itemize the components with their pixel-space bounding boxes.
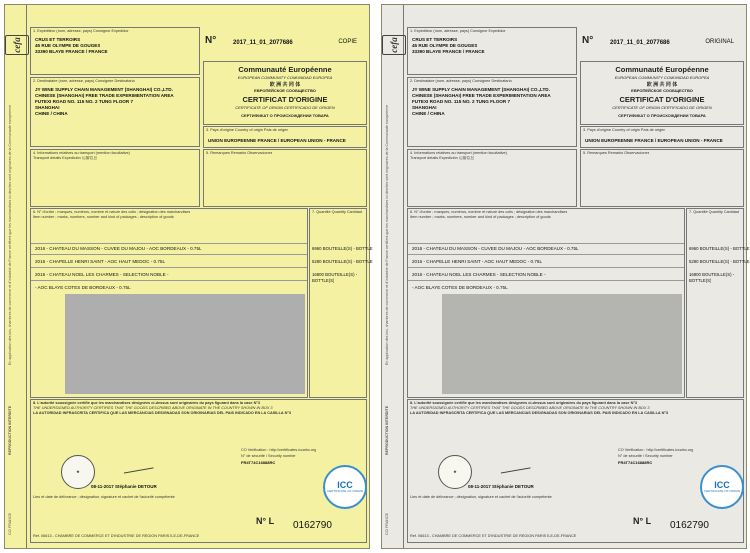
- certify-label: 8. L'autorité soussignée certifie que les marchandises désignées ci-dessus sont originaires du pays figurant dans la case N°3: [33, 401, 260, 405]
- security-number: FR4T74C16888RC: [241, 460, 276, 465]
- copy-type-label: ORIGINAL: [705, 39, 734, 45]
- goods-label: 6. N° d'ordre ; marques, numéros, nombre et nature des colis ; désignation des marchandises: [33, 210, 191, 214]
- community-subtitle: EUROPEAN COMMUNITY COMUNIDAD EUROPEA: [237, 75, 333, 80]
- place-date-label: Lieu et date de délivrance ; désignation, signature et cachet de l'autorité compétente: [410, 495, 552, 499]
- icc-certificate-logo: [700, 465, 744, 509]
- exporter-box: [30, 27, 200, 75]
- chamber-seal: [61, 455, 95, 489]
- quantity-value: BOTTLE(S): [312, 278, 335, 283]
- certification-box: [30, 399, 367, 543]
- quantity-value: BOTTLE(S): [689, 278, 712, 283]
- quantity-box: [309, 208, 373, 398]
- goods-item: 2016 - CHATEAU DU MASSON - CUVEE DU MAJOU - AOC BORDEAUX - 0.75L: [35, 246, 202, 251]
- consignee-label: 2. Destinataire (nom, adresse, pays) Consignee Destinatario: [33, 79, 135, 83]
- community-russian: ЕВРОПЕЙСКОЕ СООБЩЕСТВО: [631, 88, 693, 93]
- consignee-line: FUTEXI ROAD NO. 115 NO. 2 TUNG FLOOR 7: [35, 99, 134, 104]
- quantity-value: 5280 BOUTEILLE(S) - BOTTLE: [689, 259, 750, 264]
- certificate-subtitle: CERTIFICATE OF ORIGIN CERTIFICADO DE ORIGEN: [235, 105, 335, 110]
- goods-divider: [408, 254, 684, 255]
- consignee-box: [407, 77, 577, 147]
- goods-label: 6. N° d'ordre ; marques, numéros, nombre et nature des colis ; désignation des marchandises: [410, 210, 568, 214]
- goods-box: [30, 208, 308, 398]
- goods-divider: [408, 243, 684, 244]
- seal-icon: ✺: [76, 470, 80, 474]
- community-chinese: 欧 洲 共 同 体: [646, 82, 678, 88]
- origin-box: [580, 126, 744, 148]
- consignee-line: SHANGHAI: [35, 105, 60, 110]
- remarks-label: 5. Remarques Remarks Observaciones: [206, 151, 273, 155]
- number-label: N°: [582, 35, 594, 46]
- goods-divider: [31, 267, 307, 268]
- consignee-line: JY WINE SUPPLY CHAIN MANAGEMENT (SHANGHAI) CO.,LTD.: [35, 87, 173, 92]
- consignee-line: CHINESE (SHANGHAI) FREE TRADE EXPERIMENTATION AREA: [412, 93, 551, 98]
- exporter-label: 1. Expéditeur (nom, adresse, pays) Consignor Expedidor: [410, 29, 506, 33]
- quantity-label: 7. Quantité Quantity Cantidad: [312, 210, 363, 214]
- icc-logo-text: ICC: [337, 480, 353, 491]
- goods-sublabel: Item number ; marks, numbers, number and kind of packages ; description of goods: [410, 215, 551, 219]
- consignee-line: SHANGHAI: [412, 105, 437, 110]
- certification-box: [407, 399, 744, 543]
- goods-item: 2016 - CHAPELLE HENRI SAINT - AOC HAUT MEDOC - 0.75L: [412, 259, 543, 264]
- copy-type-label: COPIE: [338, 39, 357, 45]
- community-subtitle: EUROPEAN COMMUNITY COMUNIDAD EUROPEA: [614, 75, 710, 80]
- certify-english: THE UNDERSIGNED AUTHORITY CERTIFIES THAT THE GOODS DESCRIBED ABOVE ORIGINATE IN THE COUNTRY SHOWN IN BOX 3: [410, 406, 650, 410]
- icc-logo-subtext: CERTIFICATE OF ORIGIN: [704, 489, 740, 494]
- quantity-label: 7. Quantité Quantity Cantidad: [689, 210, 740, 214]
- certify-spanish: LA AUTORIDAD INFRASCRITA CERTIFICA QUE LAS MERCANCIAS DESIGNADAS SON ORIGINARIAS DEL PAIS INDICADO EN LA CASILLA N°3: [410, 411, 668, 415]
- consignee-line: CHINE / CHINA: [35, 111, 68, 116]
- origin-value: UNION EUROPEENNE FRANCE / EUROPEAN UNION - FRANCE: [208, 138, 346, 143]
- goods-item: - AOC BLAYE COTES DE BORDEAUX - 0.75L: [35, 285, 131, 290]
- goods-divider: [408, 267, 684, 268]
- transport-sublabel: Transport details Expedición 运输信息: [33, 156, 98, 160]
- exporter-line: CRUS ET TERROIRS: [35, 37, 81, 42]
- certificate-russian: СЕРТИФИКАТ О ПРОИСХОЖДЕНИИ ТОВАРА: [241, 113, 329, 118]
- signature: [499, 459, 530, 473]
- goods-item: 2016 - CHATEAU NOEL LES CHARMES - SELECTION NOBLE -: [35, 272, 169, 277]
- consignee-line: JY WINE SUPPLY CHAIN MANAGEMENT (SHANGHAI) CO.,LTD.: [412, 87, 550, 92]
- signed-date: 08-11-2017 Stéphanie DETOUR: [468, 484, 534, 489]
- security-number: FR4T74C16888RC: [618, 460, 653, 465]
- exporter-box: [407, 27, 577, 75]
- chamber-reference: Ref. 06613 - CHAMBRE DE COMMERCE ET D'INDUSTRIE DE RÉGION PARIS ÎLE-DE-FRANCE: [410, 534, 577, 538]
- sidebar-footer-text: CCI FRANCE: [385, 513, 389, 535]
- serial-prefix: N° L: [256, 516, 275, 526]
- certificate-subtitle: CERTIFICATE OF ORIGIN CERTIFICADO DE ORIGEN: [612, 105, 712, 110]
- chamber-seal: [438, 455, 472, 489]
- exporter-line: 33390 BLAYE FRANCE / FRANCE: [35, 49, 108, 54]
- goods-item: 2016 - CHATEAU DU MASSON - CUVEE DU MAJOU - AOC BORDEAUX - 0.75L: [412, 246, 579, 251]
- exporter-line: CRUS ET TERROIRS: [412, 37, 458, 42]
- community-title: Communauté Européenne: [615, 65, 709, 74]
- remarks-label: 5. Remarques Remarks Observaciones: [583, 151, 650, 155]
- certificate-title-block: [580, 61, 744, 125]
- number-label: N°: [205, 35, 217, 46]
- consignee-box: [30, 77, 200, 147]
- certificate-original-page: [381, 4, 750, 549]
- certify-english: THE UNDERSIGNED AUTHORITY CERTIFIES THAT THE GOODS DESCRIBED ABOVE ORIGINATE IN THE COUNTRY SHOWN IN BOX 3: [33, 406, 273, 410]
- remarks-box: [203, 149, 367, 207]
- consignee-label: 2. Destinataire (nom, adresse, pays) Consignee Destinatario: [410, 79, 512, 83]
- goods-item: 2016 - CHATEAU NOEL LES CHARMES - SELECTION NOBLE -: [412, 272, 546, 277]
- quantity-value: 5280 BOUTEILLE(S) - BOTTLE: [312, 259, 373, 264]
- goods-item: 2016 - CHAPELLE HENRI SAINT - AOC HAUT MEDOC - 0.75L: [35, 259, 166, 264]
- certify-spanish: LA AUTORIDAD INFRASCRITA CERTIFICA QUE LAS MERCANCIAS DESIGNADAS SON ORIGINARIAS DEL PAIS INDICADO EN LA CASILLA N°3: [33, 411, 291, 415]
- sidebar-footer-text: CCI FRANCE: [8, 513, 12, 535]
- transport-box: [407, 149, 577, 207]
- goods-divider: [31, 243, 307, 244]
- sidebar-reproduction-text: REPRODUCTION INTERDITE: [385, 405, 389, 455]
- redacted-area: [442, 294, 682, 394]
- quantity-value: 6960 BOUTEILLE(S) - BOTTLE: [689, 246, 750, 251]
- sidebar-legal-text: En application des lois, chambres de commerce et d'industrie de France certifient que les marchandises ici decrites sont originaires de la Communaute europeenne: [8, 104, 12, 365]
- exporter-label: 1. Expéditeur (nom, adresse, pays) Consignor Expedidor: [33, 29, 129, 33]
- goods-divider: [31, 280, 307, 281]
- consignee-line: CHINESE (SHANGHAI) FREE TRADE EXPERIMENTATION AREA: [35, 93, 174, 98]
- certificate-title-block: [203, 61, 367, 125]
- community-chinese: 欧 洲 共 同 体: [269, 82, 301, 88]
- signed-date: 08-11-2017 Stéphanie DETOUR: [91, 484, 157, 489]
- transport-sublabel: Transport details Expedición 运输信息: [410, 156, 475, 160]
- certificate-number: 2017_11_01_2077686: [233, 40, 293, 46]
- icc-logo-subtext: CERTIFICATE OF ORIGIN: [327, 489, 363, 494]
- certificate-body: [404, 5, 750, 548]
- signature: [122, 459, 153, 473]
- community-title: Communauté Européenne: [238, 65, 332, 74]
- remarks-box: [580, 149, 744, 207]
- certificate-sidebar: [382, 5, 404, 548]
- quantity-value: 16800 BOUTEILLE(S) -: [312, 272, 358, 277]
- goods-divider: [408, 280, 684, 281]
- security-label: N° de sécurité / Security number: [618, 454, 673, 458]
- serial-prefix: N° L: [633, 516, 652, 526]
- sidebar-reproduction-text: REPRODUCTION INTERDITE: [8, 405, 12, 455]
- origin-value: UNION EUROPEENNE FRANCE / EUROPEAN UNION - FRANCE: [585, 138, 723, 143]
- certificate-number: 2017_11_01_2077686: [610, 40, 670, 46]
- icc-certificate-logo: [323, 465, 367, 509]
- certificate-russian: СЕРТИФИКАТ О ПРОИСХОЖДЕНИИ ТОВАРА: [618, 113, 706, 118]
- origin-label: 3. Pays d'origine Country of origin País de origen: [206, 128, 289, 132]
- community-russian: ЕВРОПЕЙСКОЕ СООБЩЕСТВО: [254, 88, 316, 93]
- certify-label: 8. L'autorité soussignée certifie que les marchandises désignées ci-dessus sont originaires du pays figurant dans la case N°3: [410, 401, 637, 405]
- exporter-line: 33390 BLAYE FRANCE / FRANCE: [412, 49, 485, 54]
- certificate-sidebar: [5, 5, 27, 548]
- verification-label: CO Verification : http://certificates.iccwbo.org: [618, 448, 694, 452]
- consignee-line: FUTEXI ROAD NO. 115 NO. 2 TUNG FLOOR 7: [412, 99, 511, 104]
- certificate-title: CERTIFICAT D'ORIGINE: [242, 95, 328, 104]
- transport-label: 4. Informations relatives au transport (mention facultative): [33, 151, 130, 155]
- seal-icon: ✺: [453, 470, 457, 474]
- origin-box: [203, 126, 367, 148]
- verification-label: CO Verification : http://certificates.iccwbo.org: [241, 448, 317, 452]
- goods-box: [407, 208, 685, 398]
- exporter-line: 45 RUE OLYMPE DE GOUGES: [412, 43, 478, 48]
- goods-sublabel: Item number ; marks, numbers, number and kind of packages ; description of goods: [33, 215, 174, 219]
- quantity-value: 6960 BOUTEILLE(S) - BOTTLE: [312, 246, 373, 251]
- quantity-value: 16800 BOUTEILLE(S) -: [689, 272, 735, 277]
- serial-number: 0162790: [670, 520, 709, 531]
- cefa-logo: cefa: [382, 35, 406, 55]
- certificate-title: CERTIFICAT D'ORIGINE: [619, 95, 705, 104]
- security-label: N° de sécurité / Security number: [241, 454, 296, 458]
- transport-label: 4. Informations relatives au transport (mention facultative): [410, 151, 507, 155]
- redacted-area: [65, 294, 305, 394]
- place-date-label: Lieu et date de délivrance ; désignation, signature et cachet de l'autorité compétente: [33, 495, 175, 499]
- sidebar-legal-text: En application des lois, chambres de commerce et d'industrie de France certifient que les marchandises ici decrites sont originaires de la Communaute europeenne: [385, 104, 389, 365]
- chamber-reference: Ref. 06613 - CHAMBRE DE COMMERCE ET D'INDUSTRIE DE RÉGION PARIS ÎLE-DE-FRANCE: [33, 534, 200, 538]
- goods-item: - AOC BLAYE COTES DE BORDEAUX - 0.75L: [412, 285, 508, 290]
- quantity-box: [686, 208, 750, 398]
- consignee-line: CHINE / CHINA: [412, 111, 445, 116]
- certificate-body: [27, 5, 373, 548]
- certificate-copy-page: [4, 4, 373, 549]
- icc-logo-text: ICC: [714, 480, 730, 491]
- exporter-line: 45 RUE OLYMPE DE GOUGES: [35, 43, 101, 48]
- origin-label: 3. Pays d'origine Country of origin País de origen: [583, 128, 666, 132]
- cefa-logo: cefa: [5, 35, 29, 55]
- serial-number: 0162790: [293, 520, 332, 531]
- transport-box: [30, 149, 200, 207]
- goods-divider: [31, 254, 307, 255]
